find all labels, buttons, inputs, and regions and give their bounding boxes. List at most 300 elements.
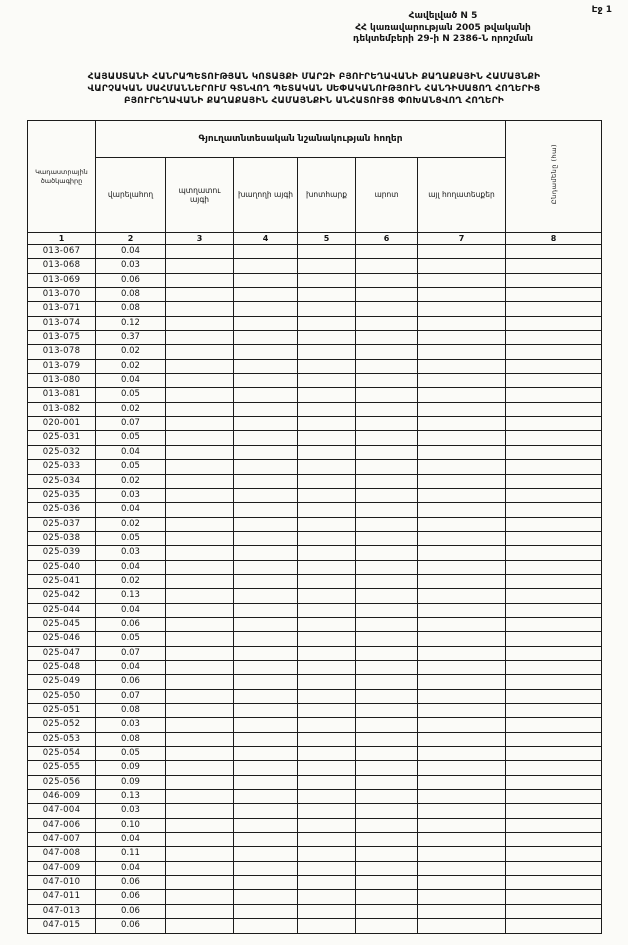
other-lands-value: [418, 273, 506, 287]
other-lands-value: [418, 660, 506, 674]
hayfield-value: [298, 374, 356, 388]
other-lands-value: [418, 646, 506, 660]
total-value: [506, 474, 602, 488]
table-row: [28, 675, 602, 689]
cadastral-code: 025-048: [28, 660, 96, 674]
hayfield-value: [298, 718, 356, 732]
hayfield-value: [298, 474, 356, 488]
orchard-value: [166, 747, 234, 761]
pasture-value: [356, 359, 418, 373]
cadastral-code: 025-054: [28, 747, 96, 761]
pasture-value: [356, 847, 418, 861]
cadastral-code: 025-051: [28, 704, 96, 718]
orchard-value: [166, 546, 234, 560]
orchard-value: [166, 417, 234, 431]
pasture-value: [356, 574, 418, 588]
other-lands-value: [418, 331, 506, 345]
other-lands-value: [418, 790, 506, 804]
header-cadastral-code: Կադաստրային ծածկագիրը: [28, 121, 96, 233]
arable-value: 0.04: [96, 660, 166, 674]
vineyard-value: [234, 245, 298, 259]
total-value: [506, 445, 602, 459]
pasture-value: [356, 503, 418, 517]
pasture-value: [356, 833, 418, 847]
orchard-value: [166, 704, 234, 718]
arable-value: 0.03: [96, 718, 166, 732]
vineyard-value: [234, 876, 298, 890]
hayfield-value: [298, 546, 356, 560]
other-lands-value: [418, 474, 506, 488]
hayfield-value: [298, 603, 356, 617]
cadastral-code: 025-056: [28, 775, 96, 789]
pasture-value: [356, 560, 418, 574]
orchard-value: [166, 445, 234, 459]
arable-value: 0.04: [96, 445, 166, 459]
other-lands-value: [418, 847, 506, 861]
orchard-value: [166, 761, 234, 775]
orchard-value: [166, 402, 234, 416]
cadastral-code: 013-070: [28, 288, 96, 302]
vineyard-value: [234, 316, 298, 330]
cadastral-code: 025-032: [28, 445, 96, 459]
table-body: [28, 245, 602, 934]
hayfield-value: [298, 302, 356, 316]
cadastral-code: 047-010: [28, 876, 96, 890]
table-row: [28, 747, 602, 761]
orchard-value: [166, 847, 234, 861]
cadastral-code: 025-045: [28, 617, 96, 631]
vineyard-value: [234, 790, 298, 804]
orchard-value: [166, 331, 234, 345]
table-row: [28, 359, 602, 373]
orchard-value: [166, 675, 234, 689]
orchard-value: [166, 531, 234, 545]
vineyard-value: [234, 589, 298, 603]
vineyard-value: [234, 431, 298, 445]
table-row: [28, 402, 602, 416]
pasture-value: [356, 761, 418, 775]
other-lands-value: [418, 445, 506, 459]
hayfield-value: [298, 273, 356, 287]
pasture-value: [356, 288, 418, 302]
other-lands-value: [418, 632, 506, 646]
pasture-value: [356, 632, 418, 646]
arable-value: 0.03: [96, 259, 166, 273]
pasture-value: [356, 804, 418, 818]
header-hayfield: խոտհարք: [298, 158, 356, 233]
hayfield-value: [298, 660, 356, 674]
table-row: [28, 302, 602, 316]
hayfield-value: [298, 833, 356, 847]
pasture-value: [356, 417, 418, 431]
pasture-value: [356, 316, 418, 330]
cadastral-code: 047-004: [28, 804, 96, 818]
orchard-value: [166, 689, 234, 703]
other-lands-value: [418, 517, 506, 531]
pasture-value: [356, 374, 418, 388]
vineyard-value: [234, 574, 298, 588]
cadastral-code: 047-013: [28, 904, 96, 918]
cadastral-code: 047-008: [28, 847, 96, 861]
total-value: [506, 904, 602, 918]
column-number-6: 6: [356, 233, 418, 245]
vineyard-value: [234, 818, 298, 832]
orchard-value: [166, 388, 234, 402]
orchard-value: [166, 646, 234, 660]
cadastral-code: 025-042: [28, 589, 96, 603]
pasture-value: [356, 402, 418, 416]
hayfield-value: [298, 646, 356, 660]
other-lands-value: [418, 675, 506, 689]
hayfield-value: [298, 732, 356, 746]
vineyard-value: [234, 689, 298, 703]
column-number-8: 8: [506, 233, 602, 245]
hayfield-value: [298, 574, 356, 588]
hayfield-value: [298, 790, 356, 804]
total-value: [506, 345, 602, 359]
table-row: [28, 833, 602, 847]
total-value: [506, 775, 602, 789]
pasture-value: [356, 331, 418, 345]
vineyard-value: [234, 273, 298, 287]
arable-value: 0.09: [96, 775, 166, 789]
cadastral-code: 025-044: [28, 603, 96, 617]
pasture-value: [356, 603, 418, 617]
hayfield-value: [298, 890, 356, 904]
hayfield-value: [298, 847, 356, 861]
pasture-value: [356, 904, 418, 918]
arable-value: 0.04: [96, 560, 166, 574]
other-lands-value: [418, 460, 506, 474]
arable-value: 0.02: [96, 345, 166, 359]
header-vineyard: խաղողի այգի: [234, 158, 298, 233]
arable-value: 0.04: [96, 861, 166, 875]
other-lands-value: [418, 818, 506, 832]
total-value: [506, 747, 602, 761]
document-title: [16, 71, 612, 107]
table-row: [28, 546, 602, 560]
other-lands-value: [418, 574, 506, 588]
total-value: [506, 919, 602, 933]
orchard-value: [166, 316, 234, 330]
vineyard-value: [234, 890, 298, 904]
hayfield-value: [298, 876, 356, 890]
pasture-value: [356, 861, 418, 875]
arable-value: 0.05: [96, 431, 166, 445]
vineyard-value: [234, 775, 298, 789]
pasture-value: [356, 718, 418, 732]
hayfield-value: [298, 445, 356, 459]
vineyard-value: [234, 675, 298, 689]
hayfield-value: [298, 388, 356, 402]
vineyard-value: [234, 503, 298, 517]
orchard-value: [166, 818, 234, 832]
hayfield-value: [298, 245, 356, 259]
total-value: [506, 718, 602, 732]
arable-value: 0.05: [96, 388, 166, 402]
hayfield-value: [298, 345, 356, 359]
cadastral-code: 025-033: [28, 460, 96, 474]
cadastral-code: 013-081: [28, 388, 96, 402]
other-lands-value: [418, 919, 506, 933]
cadastral-code: 025-039: [28, 546, 96, 560]
table-row: [28, 919, 602, 933]
cadastral-code: 025-038: [28, 531, 96, 545]
other-lands-value: [418, 302, 506, 316]
orchard-value: [166, 603, 234, 617]
cadastral-code: 013-080: [28, 374, 96, 388]
land-table: [27, 120, 602, 934]
total-value: [506, 259, 602, 273]
table-row: [28, 316, 602, 330]
arable-value: 0.07: [96, 689, 166, 703]
arable-value: 0.04: [96, 503, 166, 517]
other-lands-value: [418, 402, 506, 416]
page-number: Էջ 1: [591, 5, 612, 15]
cadastral-code: 046-009: [28, 790, 96, 804]
orchard-value: [166, 560, 234, 574]
header-arable: վարելահող: [96, 158, 166, 233]
vineyard-value: [234, 660, 298, 674]
other-lands-value: [418, 689, 506, 703]
pasture-value: [356, 531, 418, 545]
vineyard-value: [234, 474, 298, 488]
pasture-value: [356, 919, 418, 933]
total-value: [506, 732, 602, 746]
total-value: [506, 460, 602, 474]
arable-value: 0.08: [96, 732, 166, 746]
total-value: [506, 876, 602, 890]
hayfield-value: [298, 689, 356, 703]
arable-value: 0.03: [96, 546, 166, 560]
pasture-value: [356, 546, 418, 560]
orchard-value: [166, 259, 234, 273]
table-row: [28, 617, 602, 631]
orchard-value: [166, 574, 234, 588]
pasture-value: [356, 876, 418, 890]
table-header: [28, 121, 602, 245]
cadastral-code: 025-053: [28, 732, 96, 746]
table-row: [28, 632, 602, 646]
arable-value: 0.10: [96, 818, 166, 832]
table-row: [28, 374, 602, 388]
table-row: [28, 904, 602, 918]
vineyard-value: [234, 374, 298, 388]
other-lands-value: [418, 546, 506, 560]
total-value: [506, 589, 602, 603]
table-row: [28, 531, 602, 545]
vineyard-value: [234, 646, 298, 660]
pasture-value: [356, 273, 418, 287]
other-lands-value: [418, 560, 506, 574]
hayfield-value: [298, 417, 356, 431]
arable-value: 0.13: [96, 790, 166, 804]
pasture-value: [356, 474, 418, 488]
other-lands-value: [418, 316, 506, 330]
arable-value: 0.03: [96, 804, 166, 818]
vineyard-value: [234, 861, 298, 875]
hayfield-value: [298, 402, 356, 416]
vineyard-value: [234, 732, 298, 746]
total-value: [506, 689, 602, 703]
vineyard-value: [234, 445, 298, 459]
vineyard-value: [234, 488, 298, 502]
vineyard-value: [234, 761, 298, 775]
hayfield-value: [298, 488, 356, 502]
arable-value: 0.05: [96, 531, 166, 545]
total-value: [506, 288, 602, 302]
arable-value: 0.06: [96, 617, 166, 631]
other-lands-value: [418, 345, 506, 359]
orchard-value: [166, 718, 234, 732]
hayfield-value: [298, 632, 356, 646]
land-table-container: [27, 120, 602, 934]
vineyard-value: [234, 904, 298, 918]
total-value: [506, 302, 602, 316]
orchard-value: [166, 589, 234, 603]
table-row: [28, 331, 602, 345]
arable-value: 0.11: [96, 847, 166, 861]
hayfield-value: [298, 288, 356, 302]
other-lands-value: [418, 245, 506, 259]
table-row: [28, 460, 602, 474]
pasture-value: [356, 675, 418, 689]
arable-value: 0.08: [96, 704, 166, 718]
vineyard-value: [234, 560, 298, 574]
cadastral-code: 025-055: [28, 761, 96, 775]
hayfield-value: [298, 589, 356, 603]
cadastral-code: 013-075: [28, 331, 96, 345]
document-header: [268, 11, 618, 46]
total-value: [506, 359, 602, 373]
pasture-value: [356, 890, 418, 904]
vineyard-value: [234, 718, 298, 732]
other-lands-value: [418, 617, 506, 631]
orchard-value: [166, 517, 234, 531]
total-value: [506, 603, 602, 617]
table-row: [28, 790, 602, 804]
total-value: [506, 617, 602, 631]
orchard-value: [166, 288, 234, 302]
cadastral-code: 013-067: [28, 245, 96, 259]
total-value: [506, 761, 602, 775]
orchard-value: [166, 775, 234, 789]
table-row: [28, 445, 602, 459]
column-number-row: [28, 233, 602, 245]
cadastral-code: 047-006: [28, 818, 96, 832]
pasture-value: [356, 689, 418, 703]
orchard-value: [166, 359, 234, 373]
pasture-value: [356, 732, 418, 746]
cadastral-code: 013-078: [28, 345, 96, 359]
column-number-5: 5: [298, 233, 356, 245]
pasture-value: [356, 617, 418, 631]
table-row: [28, 861, 602, 875]
total-value: [506, 574, 602, 588]
vineyard-value: [234, 603, 298, 617]
arable-value: 0.07: [96, 417, 166, 431]
orchard-value: [166, 273, 234, 287]
pasture-value: [356, 775, 418, 789]
other-lands-value: [418, 833, 506, 847]
vineyard-value: [234, 388, 298, 402]
cadastral-code: 025-049: [28, 675, 96, 689]
title-line-3: ԲՅՈՒՐԵՂԱՎԱՆԻ ՔԱՂԱՔԱՅԻՆ ՀԱՄԱՅՆՔԻՆ ԱՆՀԱՏՈՒՅՑ ՓՈԽԱՆՑՎՈՂ ՀՈՂԵՐԻ: [124, 96, 504, 107]
table-row: [28, 847, 602, 861]
other-lands-value: [418, 761, 506, 775]
other-lands-value: [418, 503, 506, 517]
other-lands-value: [418, 288, 506, 302]
total-value: [506, 531, 602, 545]
vineyard-value: [234, 833, 298, 847]
table-row: [28, 804, 602, 818]
arable-value: 0.12: [96, 316, 166, 330]
cadastral-code: 047-011: [28, 890, 96, 904]
orchard-value: [166, 632, 234, 646]
column-number-1: 1: [28, 233, 96, 245]
arable-value: 0.04: [96, 833, 166, 847]
cadastral-code: 047-009: [28, 861, 96, 875]
arable-value: 0.05: [96, 460, 166, 474]
orchard-value: [166, 904, 234, 918]
total-value: [506, 331, 602, 345]
table-row: [28, 388, 602, 402]
table-row: [28, 660, 602, 674]
table-row: [28, 288, 602, 302]
other-lands-value: [418, 359, 506, 373]
other-lands-value: [418, 890, 506, 904]
orchard-value: [166, 617, 234, 631]
hayfield-value: [298, 747, 356, 761]
vineyard-value: [234, 288, 298, 302]
cadastral-code: 047-007: [28, 833, 96, 847]
cadastral-code: 025-037: [28, 517, 96, 531]
cadastral-code: 013-069: [28, 273, 96, 287]
arable-value: 0.07: [96, 646, 166, 660]
table-row: [28, 503, 602, 517]
table-row: [28, 704, 602, 718]
hayfield-value: [298, 503, 356, 517]
orchard-value: [166, 861, 234, 875]
orchard-value: [166, 890, 234, 904]
table-row: [28, 689, 602, 703]
table-row: [28, 345, 602, 359]
total-value: [506, 273, 602, 287]
cadastral-code: 025-050: [28, 689, 96, 703]
total-value: [506, 388, 602, 402]
vineyard-value: [234, 259, 298, 273]
pasture-value: [356, 259, 418, 273]
table-row: [28, 589, 602, 603]
other-lands-value: [418, 904, 506, 918]
cadastral-code: 013-068: [28, 259, 96, 273]
hayfield-value: [298, 775, 356, 789]
total-value: [506, 374, 602, 388]
table-row: [28, 560, 602, 574]
pasture-value: [356, 302, 418, 316]
hayfield-value: [298, 316, 356, 330]
total-value: [506, 488, 602, 502]
orchard-value: [166, 790, 234, 804]
table-row: [28, 488, 602, 502]
arable-value: 0.08: [96, 302, 166, 316]
total-value: [506, 517, 602, 531]
vineyard-value: [234, 331, 298, 345]
arable-value: 0.02: [96, 574, 166, 588]
total-value: [506, 431, 602, 445]
pasture-value: [356, 589, 418, 603]
vineyard-value: [234, 402, 298, 416]
